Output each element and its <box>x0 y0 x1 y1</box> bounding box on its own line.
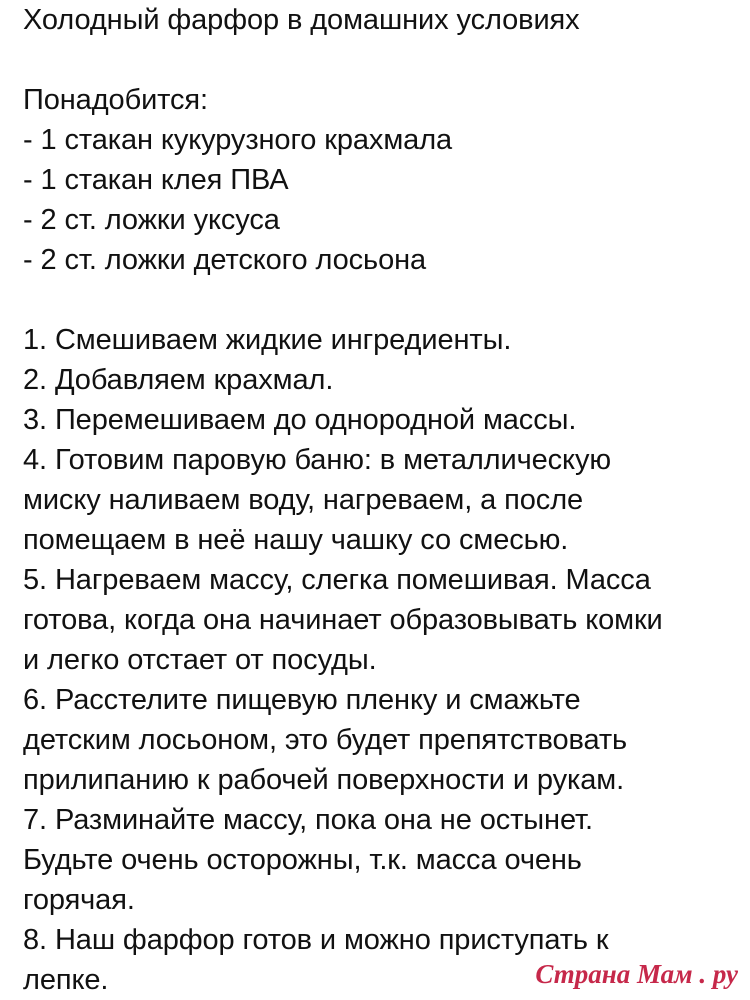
note-title: Холодный фарфор в домашних условиях <box>23 4 580 36</box>
step-line: лепке. <box>23 964 109 996</box>
step-line: готова, когда она начинает образовывать комки <box>23 604 663 636</box>
blank-line <box>23 280 735 320</box>
step-line: миску наливаем воду, нагреваем, а после <box>23 484 584 516</box>
step-line: прилипанию к рабочей поверхности и рукам. <box>23 764 625 796</box>
step-line: 7. Разминайте массу, пока она не остынет. <box>23 804 593 836</box>
watermark-logo: Страна Мам . ру <box>535 959 738 989</box>
step-line: 1. Смешиваем жидкие ингредиенты. <box>23 324 512 356</box>
step-line: Будьте очень осторожны, т.к. масса очень <box>23 844 582 876</box>
step-line: 6. Расстелите пищевую пленку и смажьте <box>23 684 581 716</box>
ingredient-item: - 2 ст. ложки уксуса <box>23 204 280 236</box>
ingredients-heading: Понадобится: <box>23 84 208 116</box>
step-line: и легко отстает от посуды. <box>23 644 377 676</box>
step-line: 4. Готовим паровую баню: в металлическую <box>23 444 611 476</box>
blank-line <box>23 40 735 80</box>
step-line: 2. Добавляем крахмал. <box>23 364 334 396</box>
step-line: 3. Перемешиваем до однородной массы. <box>23 404 577 436</box>
step-line: детским лосьоном, это будет препятствовать <box>23 724 628 756</box>
ingredient-item: - 1 стакан кукурузного крахмала <box>23 124 453 156</box>
recipe-note <box>23 0 735 1000</box>
step-line: 8. Наш фарфор готов и можно приступать к <box>23 924 609 956</box>
step-line: 5. Нагреваем массу, слегка помешивая. Масса <box>23 564 651 596</box>
ingredient-item: - 1 стакан клея ПВА <box>23 164 289 196</box>
step-line: помещаем в неё нашу чашку со смесью. <box>23 524 569 556</box>
step-line: горячая. <box>23 884 135 916</box>
ingredient-item: - 2 ст. ложки детского лосьона <box>23 244 427 276</box>
